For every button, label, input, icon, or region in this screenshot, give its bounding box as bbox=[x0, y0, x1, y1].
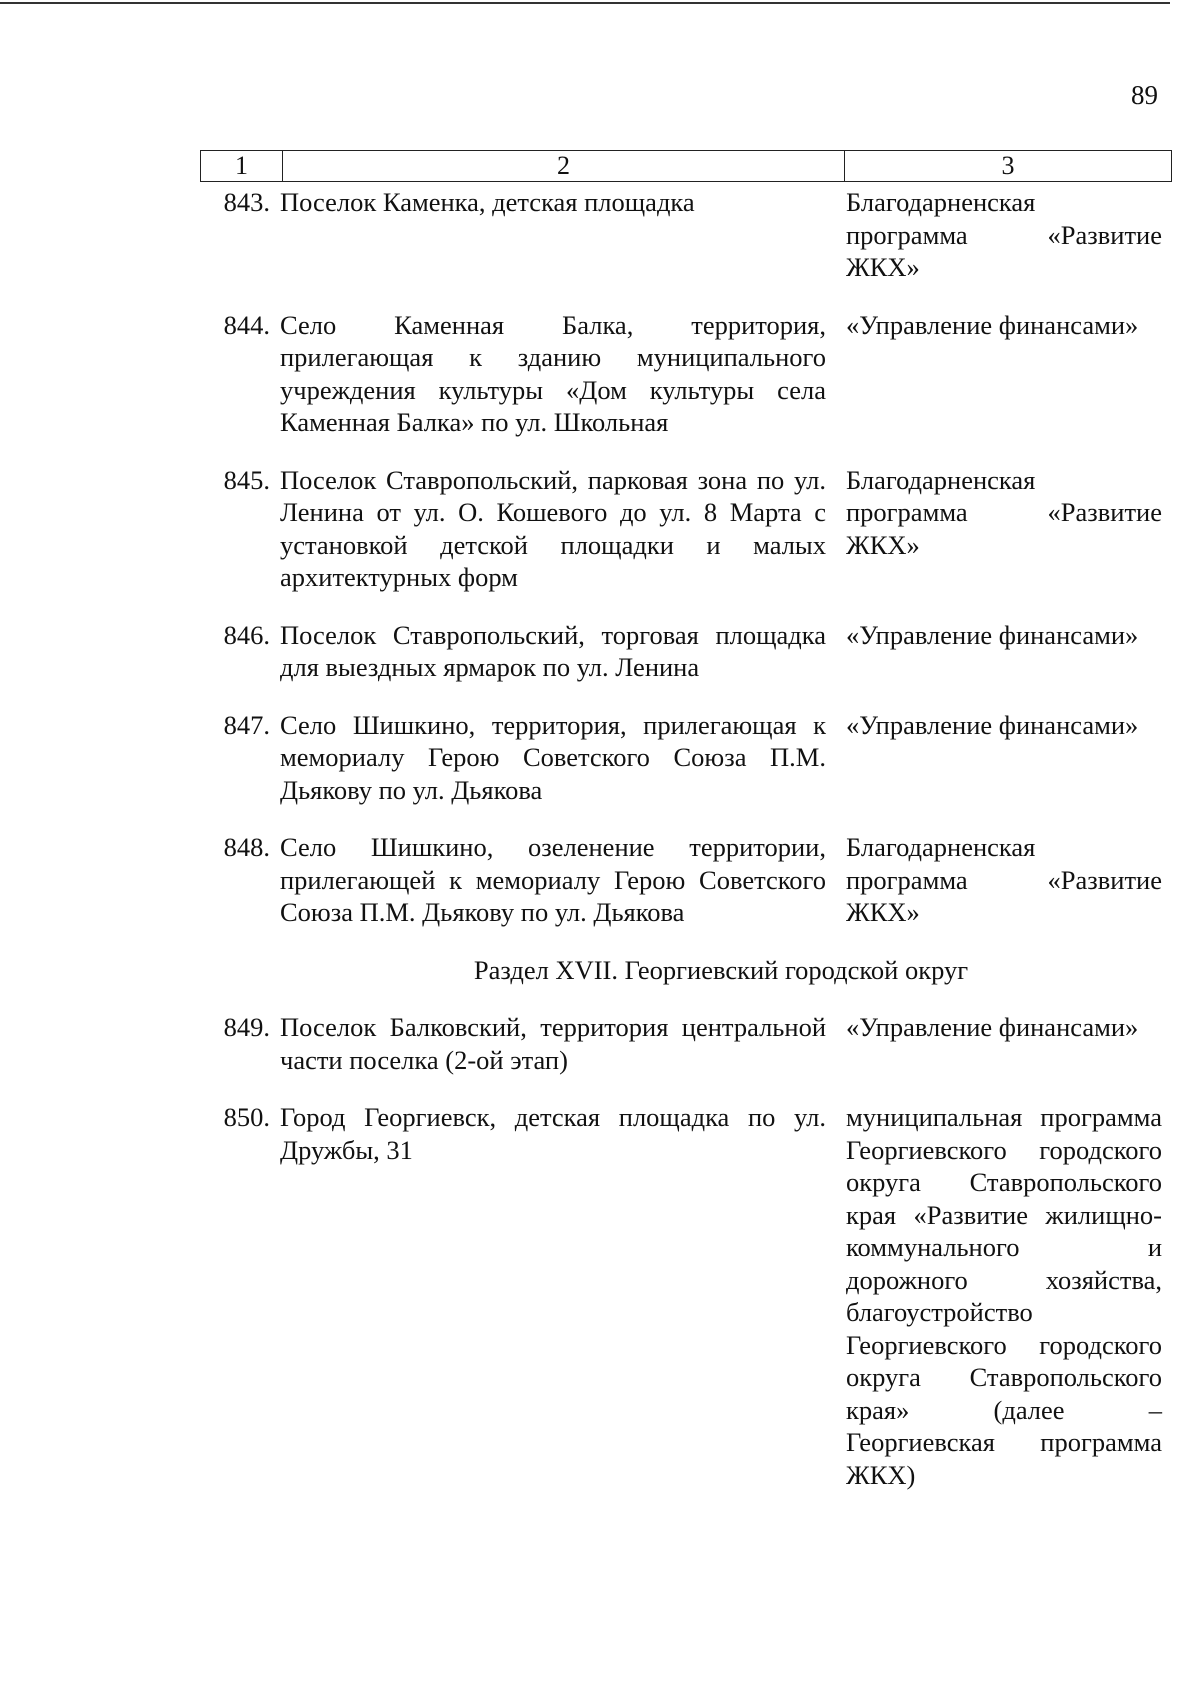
column-header-2: 2 bbox=[283, 151, 845, 181]
table-row bbox=[200, 831, 1172, 929]
row-name: Село Шишкино, озеленение территории, прилегающей к мемориалу Герою Советского Союза П.М. Дьякову по ул. Дьякова bbox=[280, 832, 826, 927]
row-number: 849. bbox=[223, 1012, 270, 1042]
row-name: Поселок Балковский, территория центральной части поселка (2-ой этап) bbox=[280, 1012, 826, 1075]
table-row bbox=[200, 709, 1172, 807]
table-row bbox=[200, 186, 1172, 284]
row-number: 844. bbox=[223, 309, 270, 340]
row-program: муниципальная программа Георгиевского городского округа Ставропольского края «Развитие жилищно-коммунального и дорожного хозяйства, благоустройство Георгиевского городского округа Ставропольского края» (далее – Георгиевская программа ЖКХ) bbox=[846, 1102, 1162, 1490]
table-row bbox=[200, 1101, 1172, 1491]
row-program: «Управление финансами» bbox=[846, 619, 1139, 650]
row-name: Село Каменная Балка, территория, прилегающая к зданию муниципального учреждения культуры «Дом культуры села Каменная Балка» по ул. Школьная bbox=[280, 309, 826, 437]
table-body bbox=[200, 186, 1172, 1491]
row-program: «Управление финансами» bbox=[846, 309, 1139, 340]
table-header bbox=[200, 150, 1172, 182]
row-number: 846. bbox=[223, 619, 270, 650]
section-title: Раздел XVII. Георгиевский городской округ bbox=[473, 954, 969, 985]
row-name: Поселок Ставропольский, парковая зона по ул. Ленина от ул. О. Кошевого до ул. 8 Марта с установкой детской площадки и малых архитектурных форм bbox=[280, 464, 826, 592]
table-row bbox=[200, 309, 1172, 439]
row-program: «Управление финансами» bbox=[846, 709, 1139, 740]
table-row bbox=[200, 619, 1172, 684]
top-rule bbox=[0, 2, 1170, 4]
column-header-1: 1 bbox=[201, 151, 283, 181]
row-name: Село Шишкино, территория, прилегающая к мемориалу Герою Советского Союза П.М. Дьякову по ул. Дьякова bbox=[280, 709, 826, 805]
row-number: 848. bbox=[223, 832, 270, 862]
column-header-3: 3 bbox=[1001, 151, 1015, 180]
row-number: 843. bbox=[223, 187, 270, 217]
page-number: 89 bbox=[1131, 80, 1158, 110]
table-row bbox=[200, 464, 1172, 594]
row-name: Поселок Каменка, детская площадка bbox=[280, 187, 695, 217]
row-program: Благодарненская программа «Развитие ЖКХ» bbox=[846, 464, 1162, 560]
row-number: 850. bbox=[223, 1102, 270, 1132]
row-name: Поселок Ставропольский, торговая площадка для выездных ярмарок по ул. Ленина bbox=[280, 619, 826, 682]
row-number: 845. bbox=[223, 464, 270, 495]
row-program: «Управление финансами» bbox=[846, 1012, 1139, 1042]
row-program: Благодарненская программа «Развитие ЖКХ» bbox=[846, 832, 1162, 927]
row-program: Благодарненская программа «Развитие ЖКХ» bbox=[846, 187, 1162, 282]
table-row bbox=[200, 1011, 1172, 1076]
row-name: Город Георгиевск, детская площадка по ул. Дружбы, 31 bbox=[280, 1102, 826, 1165]
row-number: 847. bbox=[223, 709, 270, 740]
